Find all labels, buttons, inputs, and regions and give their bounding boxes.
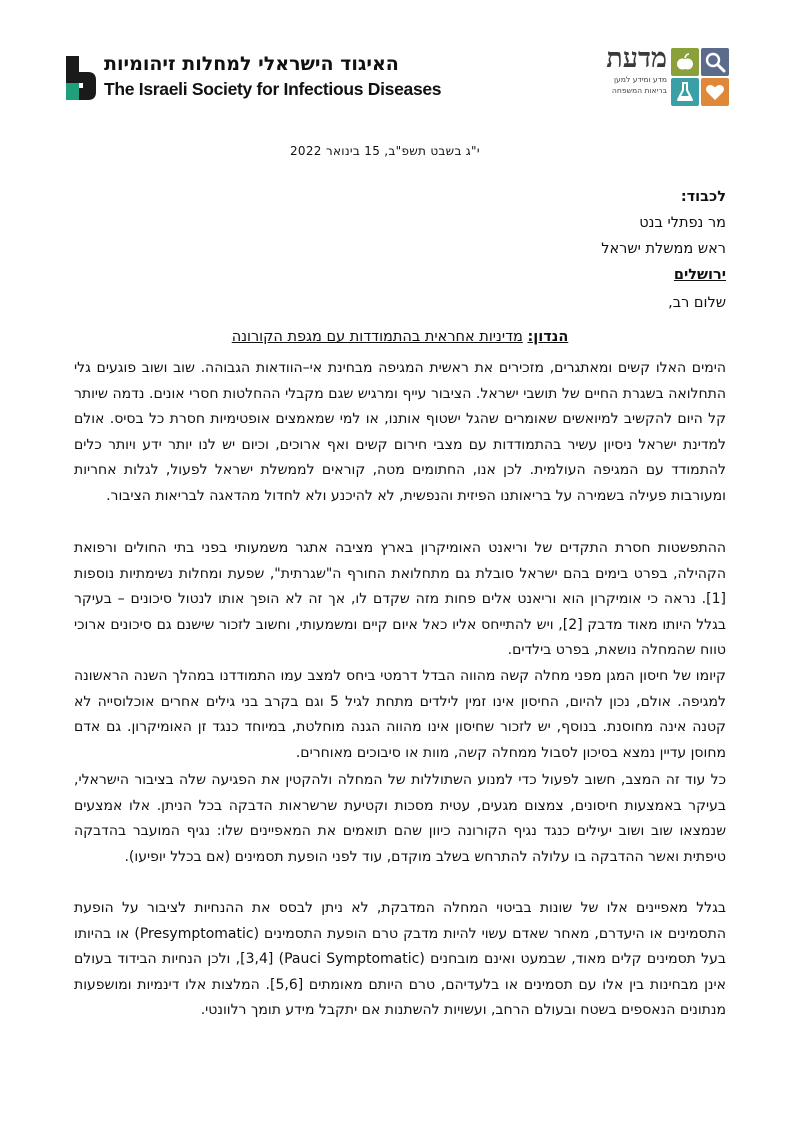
madaat-icon-grid (671, 48, 729, 106)
body-paragraph: כל עוד זה המצב, חשוב לפעול כדי למנוע השתוללות של המחלה ולהקטין את הפגיעה שלה בציבור הישראלי, בעיקר באמצעות חיסונים, צמצום מגעים, עטית מסכות וקטיעת שרשראות הדבקה בכל הניתן. אלו אמצעים שנמצאו שוב ושוב יעילים כנגד נגיף הקורונה כיוון שהם תואמים את המאפיינים שלו: נגיף המועבר בהדבקה טיפתית ואשר ההדבקה בו עלולה להתרחש בשלב מוקדם, עוד לפני הופעת תסמינים (אם בכלל יופיעו). (74, 772, 726, 865)
magnifier-icon (701, 48, 729, 76)
body-paragraph: קיומו של חיסון המגן מפני מחלה קשה מהווה הבדל דרמטי ביחס למצב עמו התמודדנו במהלך השנה הראשונה למגיפה. אולם, נכון להיום, החיסון אינו זמין לילדים מתחת לגיל 5 וגם בקרב בני גילים אחרים אוכלוסייה לא קטנה אינה מחוסנת. בנוסף, יש לזכור שחיסון אינו מהווה הגנה מוחלטת, במיוחד כנגד זן האומיקרון. גם אדם מחוסן עדיין נמצא בסיכון לסבול ממחלה קשה, מוות או סיבוכים מאוחרים. (74, 668, 726, 761)
flask-icon (671, 78, 699, 106)
madaat-logo (585, 44, 735, 110)
ids-logo (66, 52, 442, 104)
society-name-english: The Israeli Society for Infectious Diseases (104, 79, 442, 99)
letter-date: י"ג בשבט תשפ"ב, 15 בינואר 2022 (290, 144, 480, 158)
recipient-name: מר נפתלי בנט (639, 215, 726, 231)
apple-icon (671, 48, 699, 76)
body-paragraph: ההתפשטות חסרת התקדים של וריאנט האומיקרון בארץ מציבה אתגר משמעותי בפני בתי החולים ורפואת הקהילה, בפרט בימים בהם ישראל סובלת גם מתחלואת החורף ה"שגרתית", שפעת ומחלות נשימתיות נוספות [1]. נראה כי אומיקרון הוא וריאנט אלים פחות מזה שקדם לו, אך זה לא הופך אותו לנטול סיכונים – בעיקר בגלל היותו מאוד מדבק [2], ויש להתייחס אליו כאל איום קיים ומשמעותי, וחשוב לזכור שישנם גם סיכונים ארוכי טווח שהמחלה נושאת, בפרט בילדים. (74, 540, 726, 658)
body-paragraph: הימים האלו קשים ומאתגרים, מזכירים את ראשית המגיפה מבחינת אי–הוודאות הגבוהה. שוב ושוב פוגעים גלי התחלואה בשגרת החיים של תושבי ישראל. הציבור עייף ומרגיש שגם מקבלי ההחלטות חסרי אונים. נדמה שיותר קל היום להקשיב למיואשים שאומרים שהגל ישטוף אותנו, או למי שמאמצים אופטימיות חסרת כל בסיס. אולם למדינת ישראל ניסיון עשיר בהתמודדות עם מצבי חירום קשים ואף ארוכים, וכיום יש לנו יותר ידע ויותר כלים להתמודד עם המגיפה העולמית. לכן אנו, החתומים מטה, קוראים לממשלת ישראל לפעול, לגלות אחריות ומעורבות פעילה בשמירה על בריאותנו הפיזית והנפשית, לא להיכנע ולא לחדול מהדאגה לבריאות הציבור. (74, 360, 726, 504)
subject-line (74, 326, 726, 348)
subject-text: מדיניות אחראית בהתמודדות עם מגפת הקורונה (231, 329, 523, 345)
greeting: שלום רב, (668, 295, 726, 311)
recipient-city: ירושלים (673, 267, 726, 283)
heart-icon (701, 78, 729, 106)
madaat-tagline-1: מדע ומידע למען (613, 75, 667, 84)
society-name-hebrew: האיגוד הישראלי למחלות זיהומיות (104, 53, 399, 75)
ids-logo-mark-icon (66, 56, 96, 100)
body-paragraph: בגלל מאפיינים אלו של שונות בביטוי המחלה המדבקת, לא ניתן לבסס את ההנחיות לציבור על הופעת התסמינים או היעדרם, מאחר שאדם עשוי להיות מדבק טרם הופעת התסמינים (Presymptomatic) או בהיותו בעל תסמינים קלים מאוד, שבמעט ואינם מובחנים (Pauci Symptomatic) [3,4], ולכן הנחיות הבידוד בעולם אינן מבחינות בין אלו עם תסמינים או בלעדיהם, טרם היותם מאומתים [5,6]. המלצות אלו דינמיות ומושפעות מנתונים הנאספים בשטח ובעולם הרחב, ועשויות להשתנות אם יתקבל מידע תומך רלוונטי. (74, 900, 727, 1018)
to-label: לכבוד: (680, 189, 726, 205)
recipient-block (74, 184, 726, 288)
subject-label: הנדון: (527, 329, 569, 345)
madaat-tagline-2: בריאות המשפחה (611, 86, 667, 95)
madaat-name: מדעת (606, 43, 667, 74)
recipient-title: ראש ממשלת ישראל (601, 241, 726, 257)
